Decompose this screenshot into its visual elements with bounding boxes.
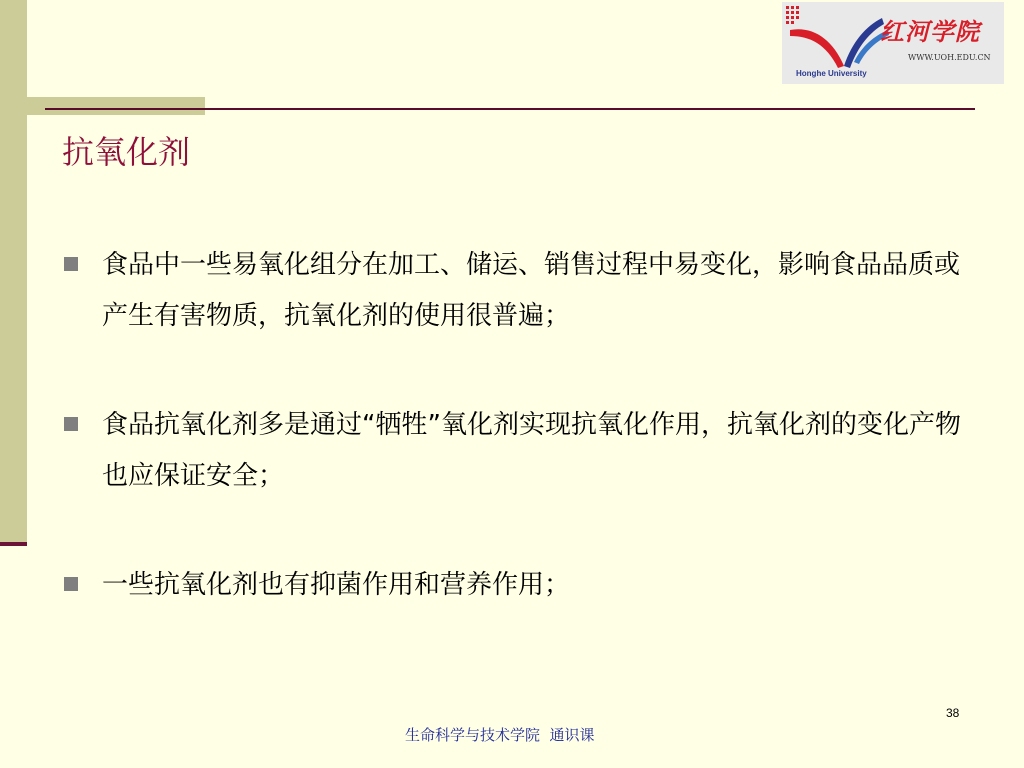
slide-title: 抗氧化剂	[62, 133, 191, 171]
bullet-text: 食品中一些易氧化组分在加工、储运、销售过程中易变化，影响食品品质或产生有害物质，抗氧化剂的使用很普遍；	[102, 250, 961, 331]
logo-name: 红河学院	[880, 17, 980, 46]
university-logo	[782, 2, 1004, 84]
logo-english-name: Honghe University	[796, 69, 867, 78]
square-bullet-icon	[64, 257, 78, 271]
square-bullet-icon	[64, 577, 78, 591]
bullet-item	[62, 560, 982, 611]
bullet-text: 食品抗氧化剂多是通过“牺牲”氧化剂实现抗氧化作用，抗氧化剂的变化产物也应保证安全；	[102, 410, 961, 491]
bullet-list	[62, 240, 982, 611]
bullet-item	[62, 400, 982, 502]
logo-url: WWW.UOH.EDU.CN	[908, 53, 991, 62]
title-divider-line	[45, 108, 975, 110]
left-decorative-bar	[0, 0, 27, 544]
title-accent-bar	[0, 97, 205, 115]
footer-text: 生命科学与技术学院 通识课	[405, 726, 595, 744]
page-number: 38	[946, 706, 960, 720]
bullet-text: 一些抗氧化剂也有抑菌作用和营养作用；	[102, 570, 571, 600]
left-bar-accent	[0, 542, 27, 546]
square-bullet-icon	[64, 417, 78, 431]
bullet-item	[62, 240, 982, 342]
